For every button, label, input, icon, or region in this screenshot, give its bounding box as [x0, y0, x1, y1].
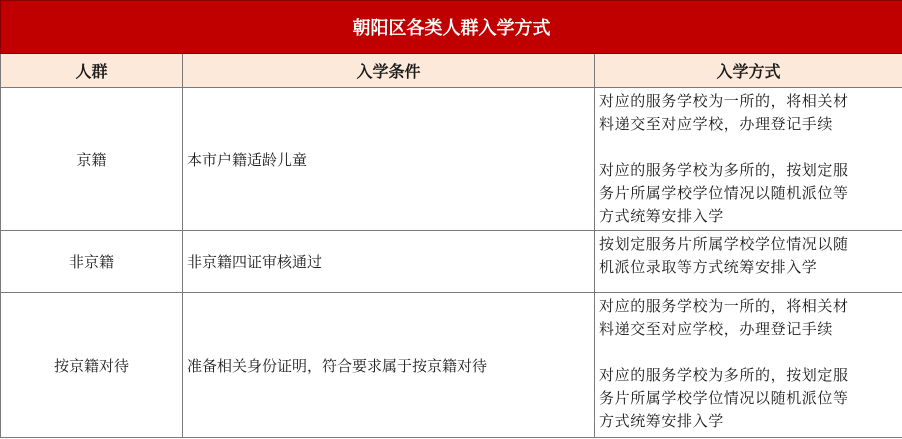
method-gap: [599, 341, 896, 364]
header-group: 人群: [1, 54, 183, 88]
header-condition: 入学条件: [183, 54, 595, 88]
method-gap: [599, 136, 896, 159]
header-row: [1, 54, 902, 88]
method-line: 方式统筹安排入学: [599, 207, 724, 225]
title-row: [1, 1, 902, 54]
cell-method: [595, 293, 902, 438]
table-row: [1, 231, 902, 293]
method-line: 对应的服务学校为一所的，将相关材: [599, 297, 849, 315]
header-method: 入学方式: [595, 54, 902, 88]
method-line: 务片所属学校学位情况以随机派位等: [599, 184, 849, 202]
cell-method: [595, 231, 902, 293]
table-title: 朝阳区各类人群入学方式: [1, 1, 902, 54]
method-line: 料递交至对应学校，办理登记手续: [599, 320, 834, 338]
method-line: 方式统筹安排入学: [599, 412, 724, 430]
cell-condition: 本市户籍适龄儿童: [183, 88, 595, 231]
method-line: 务片所属学校学位情况以随机派位等: [599, 389, 849, 407]
method-line: 机派位录取等方式统筹安排入学: [599, 258, 818, 276]
cell-group: 京籍: [1, 88, 183, 231]
cell-method: [595, 88, 902, 231]
method-line: 按划定服务片所属学校学位情况以随: [599, 235, 849, 253]
method-line: 对应的服务学校为一所的，将相关材: [599, 92, 849, 110]
table-row: [1, 293, 902, 438]
cell-group: 非京籍: [1, 231, 183, 293]
cell-condition: 非京籍四证审核通过: [183, 231, 595, 293]
method-line: 料递交至对应学校，办理登记手续: [599, 115, 834, 133]
cell-condition: 准备相关身份证明，符合要求属于按京籍对待: [183, 293, 595, 438]
table-row: [1, 88, 902, 231]
method-line: 对应的服务学校为多所的，按划定服: [599, 161, 849, 179]
cell-group: 按京籍对待: [1, 293, 183, 438]
method-line: 对应的服务学校为多所的，按划定服: [599, 366, 849, 384]
